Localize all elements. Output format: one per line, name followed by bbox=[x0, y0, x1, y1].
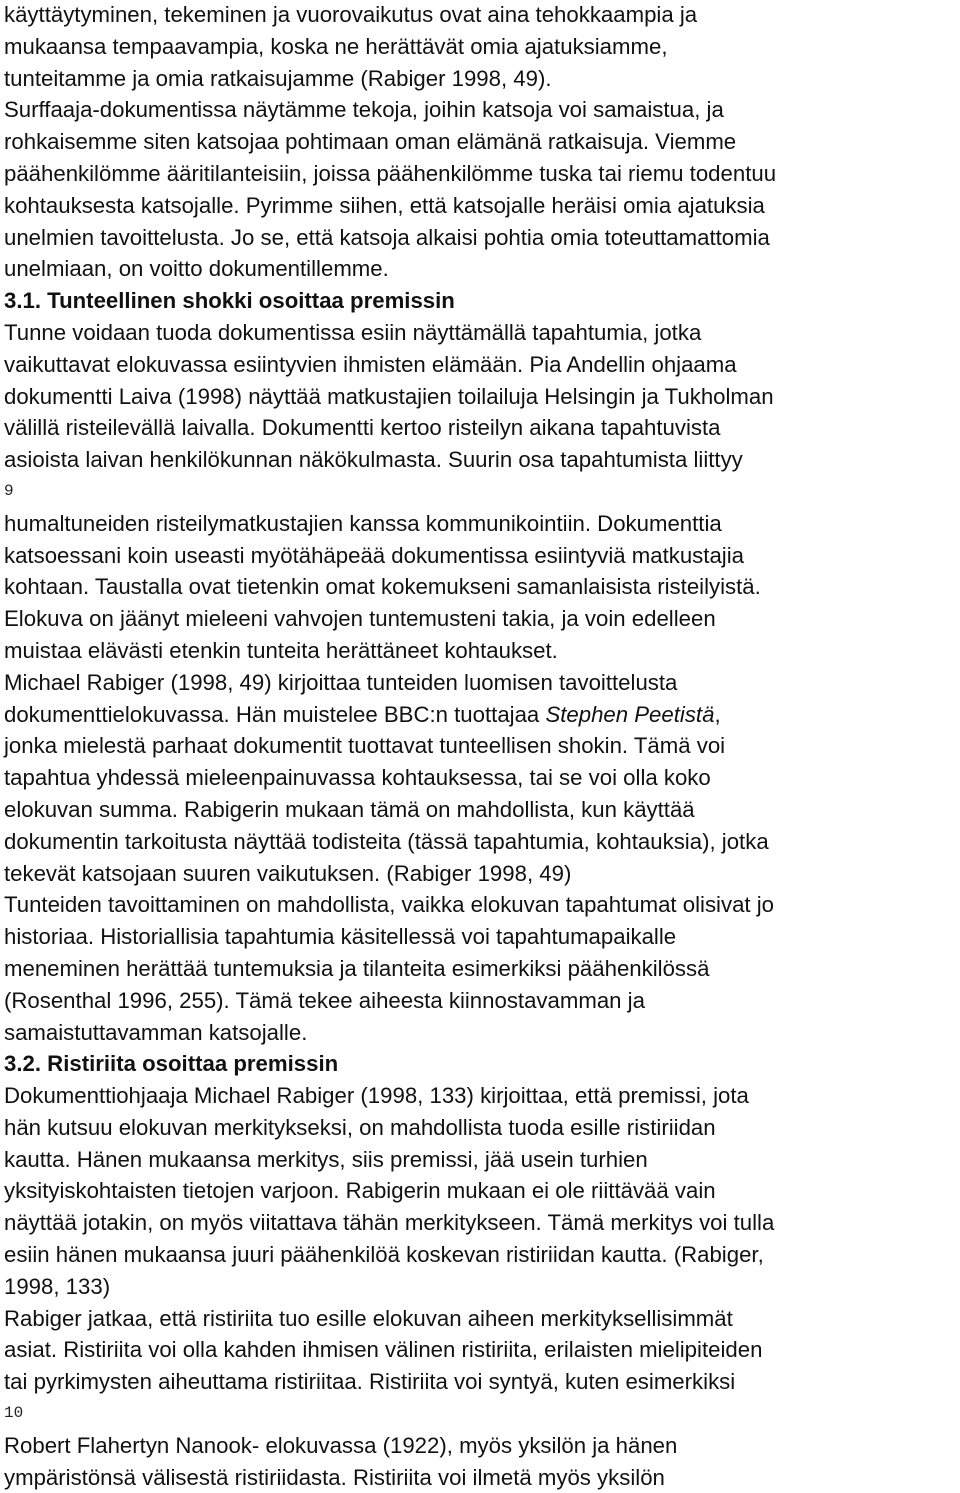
text-line: elokuvan summa. Rabigerin mukaan tämä on mahdollista, kun käyttää bbox=[4, 796, 695, 822]
text-line: vaikuttavat elokuvassa esiintyvien ihmisten elämään. Pia Andellin ohjaama bbox=[4, 351, 737, 377]
text-line: näyttää jotakin, on myös viitattava tähän merkitykseen. Tämä merkitys voi tulla bbox=[4, 1210, 775, 1236]
text-line: dokumentin tarkoitusta näyttää todisteita (tässä tapahtumia, kohtauksia), jotka bbox=[4, 828, 769, 854]
text-segment: dokumenttielokuvassa. Hän muistelee BBC:n tuottajaa bbox=[4, 701, 546, 727]
text-line: tai pyrkimysten aiheuttama ristiriitaa. Ristiriita voi syntyä, kuten esimerkiksi bbox=[4, 1369, 736, 1395]
page-number: 9 bbox=[4, 481, 14, 500]
text-line: hän kutsuu elokuvan merkitykseksi, on mahdollista tuoda esille ristiriidan bbox=[4, 1114, 716, 1140]
text-line: Tunteiden tavoittaminen on mahdollista, vaikka elokuvan tapahtumat olisivat jo bbox=[4, 892, 775, 918]
text-line: tunteitamme ja omia ratkaisujamme (Rabiger 1998, 49). bbox=[4, 65, 552, 91]
text-line: Elokuva on jäänyt mieleeni vahvojen tuntemusteni takia, ja voin edelleen bbox=[4, 606, 716, 632]
text-line: jonka mielestä parhaat dokumentit tuottavat tunteellisen shokin. Tämä voi bbox=[4, 733, 726, 759]
page-number: 10 bbox=[4, 1404, 24, 1423]
text-line: käyttäytyminen, tekeminen ja vuorovaikutus ovat aina tehokkaampia ja bbox=[4, 2, 698, 27]
text-line: unelmiaan, on voitto dokumentillemme. bbox=[4, 256, 389, 282]
text-line: Robert Flahertyn Nanook- elokuvassa (1922), myös yksilön ja hänen bbox=[4, 1432, 678, 1458]
text-line: Michael Rabiger (1998, 49) kirjoittaa tunteiden luomisen tavoittelusta bbox=[4, 669, 678, 695]
text-line: rohkaisemme siten katsojaa pohtimaan oman elämänä ratkaisuja. Viemme bbox=[4, 129, 737, 155]
text-line: Rabiger jatkaa, että ristiriita tuo esille elokuvan aiheen merkityksellisimmät bbox=[4, 1305, 733, 1331]
text-line: 1998, 133) bbox=[4, 1273, 111, 1299]
text-line: kohtaan. Taustalla ovat tietenkin omat kokemukseni samanlaisista risteilyistä. bbox=[4, 574, 761, 600]
text-line: samaistuttavamman katsojalle. bbox=[4, 1019, 308, 1045]
text-line: kautta. Hänen mukaansa merkitys, siis premissi, jää usein turhien bbox=[4, 1146, 648, 1172]
text-line: yksityiskohtaisten tietojen varjoon. Rabigerin mukaan ei ole riittävää vain bbox=[4, 1178, 716, 1204]
text-line: asioista laivan henkilökunnan näkökulmasta. Suurin osa tapahtumista liittyy bbox=[4, 447, 743, 473]
text-line: (Rosenthal 1996, 255). Tämä tekee aiheesta kiinnostavamman ja bbox=[4, 987, 645, 1013]
italic-name: Stephen Peetistä bbox=[545, 701, 715, 727]
text-line bbox=[4, 699, 958, 731]
section-heading: 3.2. Ristiriita osoittaa premissin bbox=[4, 1051, 339, 1077]
text-line: ympäristönsä välisestä ristiriidasta. Ristiriita voi ilmetä myös yksilön bbox=[4, 1464, 665, 1490]
text-line: meneminen herättää tuntemuksia ja tilanteita esimerkiksi päähenkilössä bbox=[4, 955, 710, 981]
text-segment: , bbox=[714, 701, 721, 727]
text-line: asiat. Ristiriita voi olla kahden ihmisen välinen ristiriita, erilaisten mielipiteiden bbox=[4, 1337, 763, 1363]
text-line: päähenkilömme ääritilanteisiin, joissa päähenkilömme tuska tai riemu todentuu bbox=[4, 160, 777, 186]
text-line: katsoessani koin useasti myötähäpeää dokumentissa esiintyviä matkustajia bbox=[4, 542, 744, 568]
text-line: humaltuneiden risteilymatkustajien kanssa kommunikointiin. Dokumenttia bbox=[4, 510, 722, 536]
text-line: mukaansa tempaavampia, koska ne herättävät omia ajatuksiamme, bbox=[4, 33, 668, 59]
text-line: Dokumenttiohjaaja Michael Rabiger (1998, 133) kirjoittaa, että premissi, jota bbox=[4, 1083, 749, 1109]
text-line: tapahtua yhdessä mieleenpainuvassa kohtauksessa, tai se voi olla koko bbox=[4, 765, 711, 791]
text-line: tekevät katsojaan suuren vaikutuksen. (Rabiger 1998, 49) bbox=[4, 860, 572, 886]
text-line: esiin hänen mukaansa juuri päähenkilöä koskevan ristiriidan kautta. (Rabiger, bbox=[4, 1242, 764, 1268]
text-line: Surffaaja-dokumentissa näytämme tekoja, joihin katsoja voi samaistua, ja bbox=[4, 97, 724, 123]
text-line: historiaa. Historiallisia tapahtumia käsitellessä voi tapahtumapaikalle bbox=[4, 924, 677, 950]
text-line: Tunne voidaan tuoda dokumentissa esiin näyttämällä tapahtumia, jotka bbox=[4, 319, 702, 345]
document-page bbox=[4, 0, 958, 1493]
text-line: muistaa elävästi etenkin tunteita herättäneet kohtaukset. bbox=[4, 637, 558, 663]
text-line: unelmien tavoittelusta. Jo se, että katsoja alkaisi pohtia omia toteuttamattomia bbox=[4, 224, 770, 250]
text-line: kohtauksesta katsojalle. Pyrimme siihen, että katsojalle heräisi omia ajatuksia bbox=[4, 192, 765, 218]
text-line: välillä risteilevällä laivalla. Dokumentti kertoo risteilyn aikana tapahtuvista bbox=[4, 415, 721, 441]
text-line: dokumentti Laiva (1998) näyttää matkustajien toilailuja Helsingin ja Tukholman bbox=[4, 383, 774, 409]
section-heading: 3.1. Tunteellinen shokki osoittaa premissin bbox=[4, 288, 455, 314]
